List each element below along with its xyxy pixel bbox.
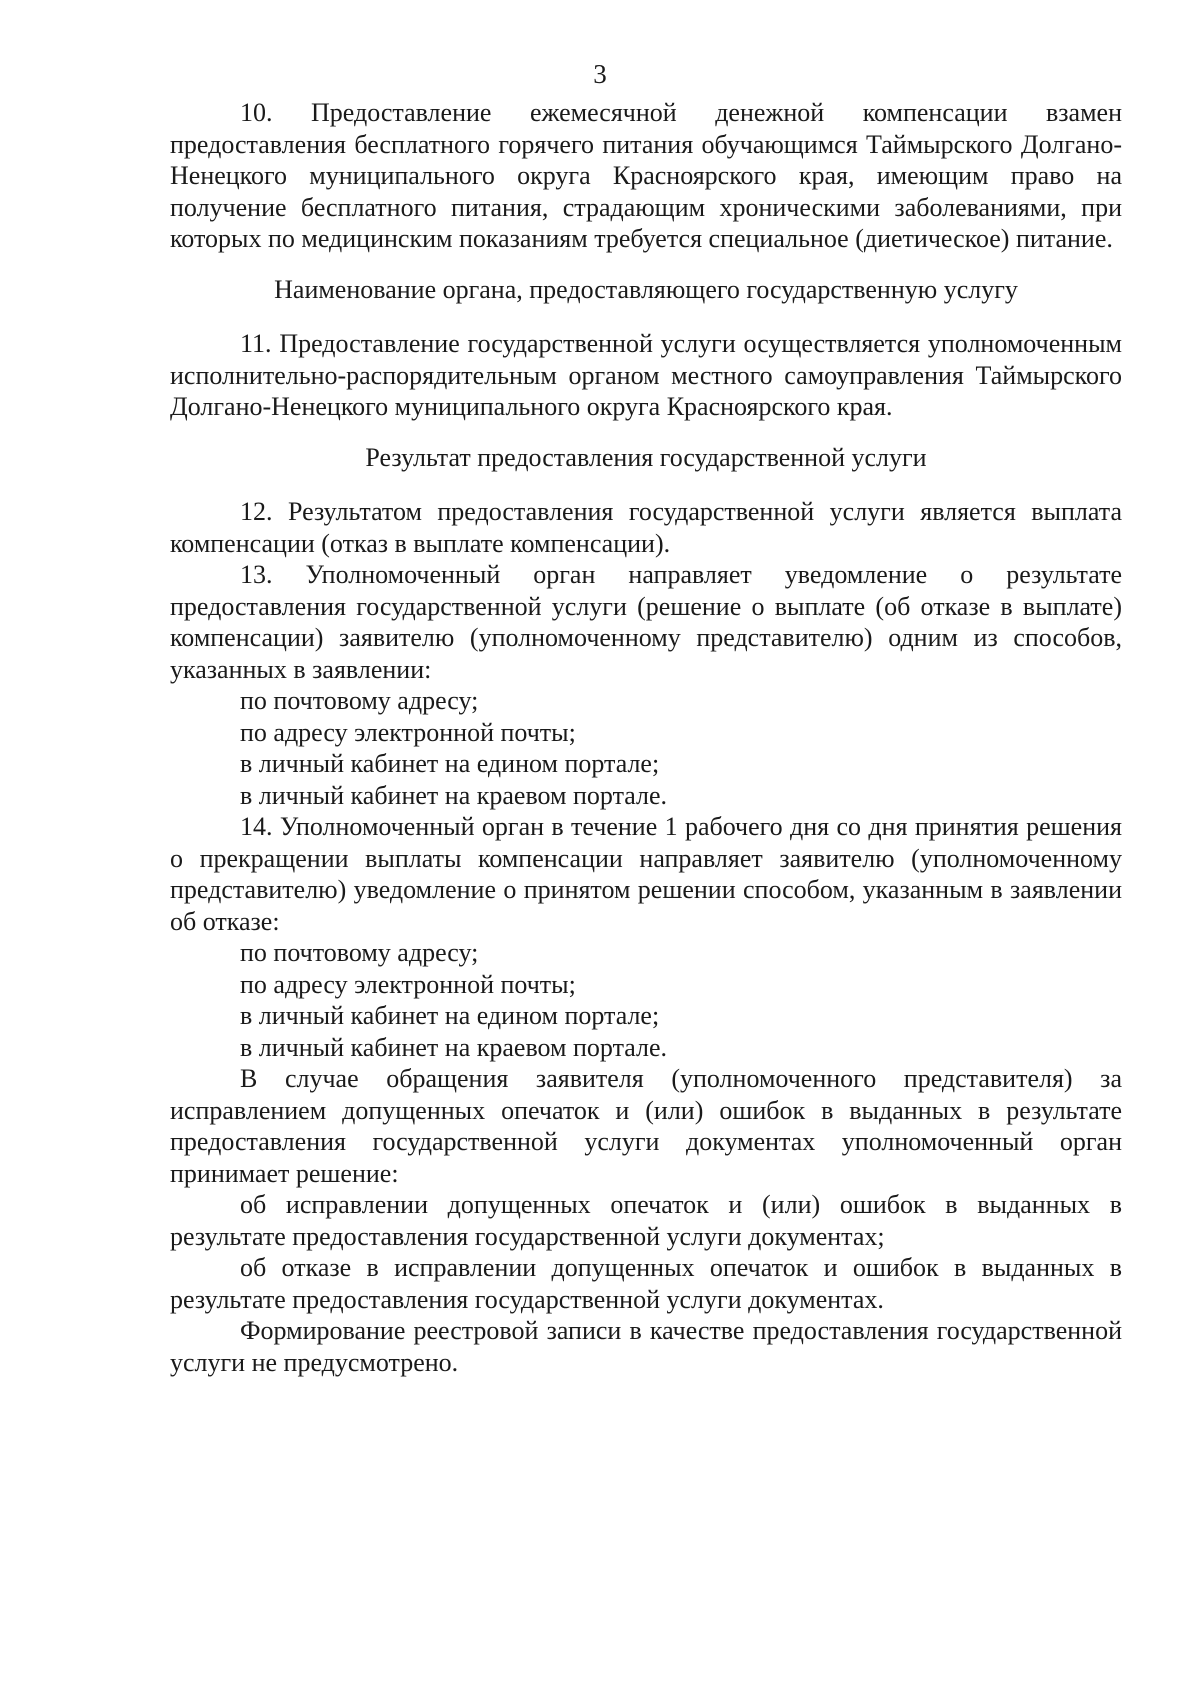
paragraph-decision-correct: об исправлении допущенных опечаток и (или) ошибок в выданных в результате предоставления государственной услуги документах; <box>170 1190 1122 1251</box>
paragraph-13: 13. Уполномоченный орган направляет уведомление о результате предоставления государственной услуги (решение о выплате (об отказе в выплате) компенсации) заявителю (уполномоченному представителю) одним из способов, указанных в заявлении: <box>170 560 1122 684</box>
list-item-unified-portal: в личный кабинет на едином портале; <box>240 749 660 778</box>
page-number: 3 <box>593 59 607 89</box>
list-item-unified-portal: в личный кабинет на едином портале; <box>240 1001 660 1030</box>
list-item-postal: по почтовому адресу; <box>240 938 479 967</box>
paragraph-corrections: В случае обращения заявителя (уполномоченного представителя) за исправлением допущенных опечаток и (или) ошибок в выданных в результате предоставления государственной услуги документах уполномоченный орган принимает решение: <box>170 1064 1122 1188</box>
heading-result: Результат предоставления государственной услуги <box>365 442 927 472</box>
list-item-email: по адресу электронной почты; <box>240 969 576 999</box>
heading-authority: Наименование органа, предоставляющего государственную услугу <box>274 274 1018 304</box>
paragraph-11: 11. Предоставление государственной услуги осуществляется уполномоченным исполнительно-распорядительным органом местного самоуправления Таймырского Долгано-Ненецкого муниципального округа Красноярского края. <box>170 329 1122 421</box>
paragraph-12: 12. Результатом предоставления государственной услуги является выплата компенсации (отказ в выплате компенсации). <box>170 497 1122 558</box>
list-item-regional-portal: в личный кабинет на краевом портале. <box>240 780 668 810</box>
list-item-regional-portal: в личный кабинет на краевом портале. <box>240 1032 668 1062</box>
document-body <box>170 97 1122 1378</box>
paragraph-14: 14. Уполномоченный орган в течение 1 рабочего дня со дня принятия решения о прекращении выплаты компенсации направляет заявителю (уполномоченному представителю) уведомление о принятом решении способом, указанным в заявлении об отказе: <box>170 812 1122 936</box>
paragraph-registry: Формирование реестровой записи в качестве предоставления государственной услуги не предусмотрено. <box>170 1316 1122 1377</box>
paragraph-decision-refuse: об отказе в исправлении допущенных опечаток и ошибок в выданных в результате предоставления государственной услуги документах. <box>170 1253 1122 1314</box>
paragraph-10: 10. Предоставление ежемесячной денежной компенсации взамен предоставления бесплатного горячего питания обучающимся Таймырского Долгано-Ненецкого муниципального округа Красноярского края, имеющим право на получение бесплатного питания, страдающим хроническими заболеваниями, при которых по медицинским показаниям требуется специальное (диетическое) питание. <box>170 98 1122 253</box>
list-item-postal: по почтовому адресу; <box>240 686 479 715</box>
list-item-email: по адресу электронной почты; <box>240 717 576 747</box>
